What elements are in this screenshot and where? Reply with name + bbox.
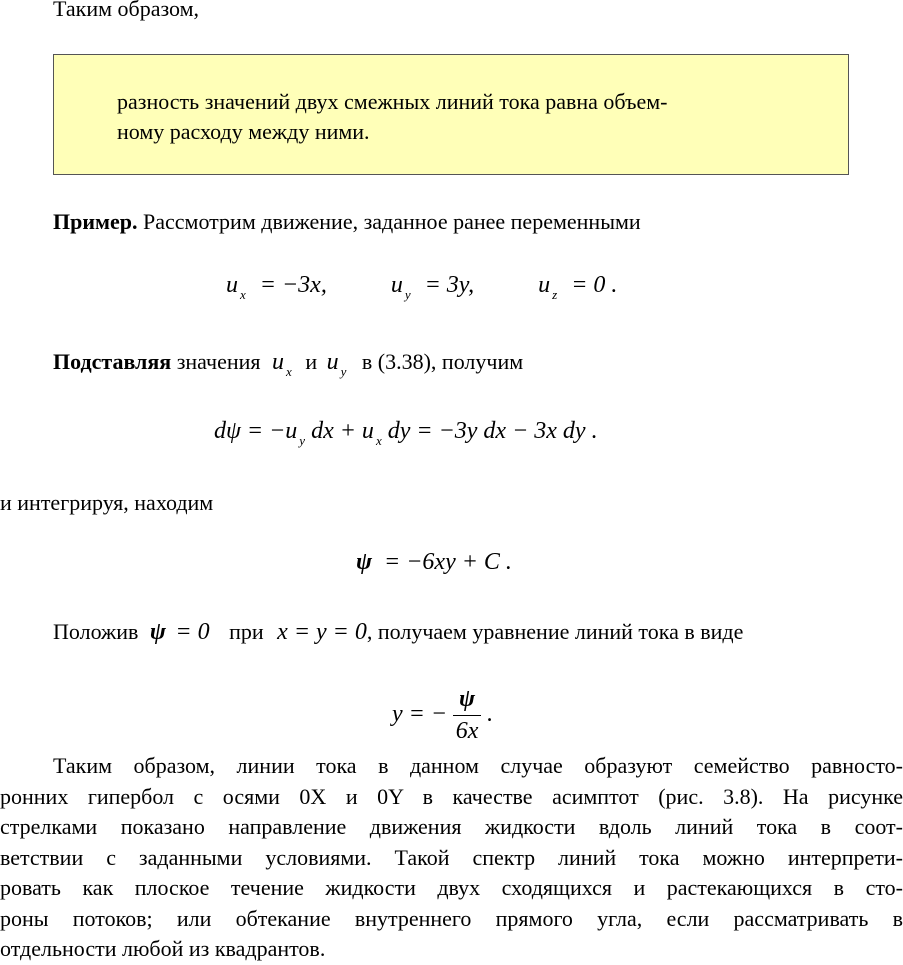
uy-symbol: u [390, 272, 403, 298]
uz-value: = 0 . [571, 272, 618, 298]
dpsi-sub-y: y [299, 433, 306, 448]
equation-velocity [226, 272, 618, 302]
definition-callout [53, 54, 849, 175]
fraction-numerator: ψ [453, 686, 481, 716]
equation-psi [356, 549, 512, 576]
uy-inline: u $_y$ [326, 349, 347, 379]
uy-value: = 3y, [424, 272, 475, 298]
uy-subscript: y [404, 287, 411, 302]
example-label: Пример. [53, 209, 138, 234]
substitution-text-1: значения [171, 349, 261, 374]
substitution-text-2: в (3.38), получим [361, 349, 524, 374]
example-text: Рассмотрим движение, заданное ранее переменными [137, 209, 641, 234]
substitution-label: Подставляя [53, 349, 172, 374]
setting-psi: ψ [149, 619, 166, 645]
dpsi-sub-x: x [375, 433, 382, 448]
integrating-text: и интегрируя, находим [0, 490, 214, 515]
psi-symbol: ψ [356, 549, 373, 575]
ux-value: = −3x, [259, 272, 327, 298]
conclusion-paragraph [0, 751, 903, 965]
dpsi-mid: dx + u [311, 418, 374, 444]
conclusion-line: Таким образом, линии тока в данном случае образуют семейство равносто- [53, 753, 903, 778]
uz-symbol: u [538, 272, 551, 298]
intro-text: Таким образом, [53, 0, 200, 21]
callout-line-1: разность значений двух смежных линий тока равна объем- [117, 89, 668, 114]
conclusion-line: роны потоков; или обтекание внутреннего прямого угла, если рассматривать в [0, 905, 903, 931]
example-paragraph [53, 209, 641, 235]
uz-subscript: z [552, 287, 558, 302]
y-fraction [453, 686, 481, 745]
conclusion-line: стрелками показано направление движения жидкости вдоль линий тока в соот- [0, 814, 903, 839]
setting-text-2: , получаем уравнение линий тока в виде [366, 619, 744, 644]
psi-rhs: = −6xy + C . [384, 549, 512, 575]
and-word: и [305, 349, 318, 374]
setting-zero: = 0 [175, 619, 210, 645]
equation-dpsi [214, 418, 598, 448]
conclusion-line: ветствии с заданными условиями. Такой спектр линий тока можно интерпрети- [0, 844, 903, 870]
dpsi-rhs: dy = −3y dx − 3x dy . [387, 418, 598, 444]
conclusion-line: ровать как плоское течение жидкости двух сходящихся и растекающихся в сто- [0, 875, 903, 900]
ux-inline: u $_x$ [272, 349, 292, 379]
fraction-denominator: 6x [455, 718, 479, 744]
dpsi-lhs: dψ = −u [214, 418, 298, 444]
setting-condition: x = y = 0 [277, 619, 367, 645]
setting-text-1: Положив [53, 619, 139, 644]
y-lhs: y = − [392, 701, 448, 728]
y-period: . [487, 701, 494, 728]
setting-paragraph [53, 619, 743, 646]
setting-at: при [229, 619, 264, 644]
conclusion-line: отдельности любой из квадрантов. [0, 936, 326, 961]
callout-line-2: ному расходу между ними. [117, 119, 370, 144]
equation-y [392, 686, 493, 745]
ux-subscript: x [240, 287, 246, 302]
ux-symbol: u [226, 272, 238, 298]
conclusion-line: ронних гипербол с осями 0X и 0Y в качестве асимптот (рис. 3.8). На рисунке [0, 783, 903, 809]
substitution-paragraph [53, 349, 524, 379]
